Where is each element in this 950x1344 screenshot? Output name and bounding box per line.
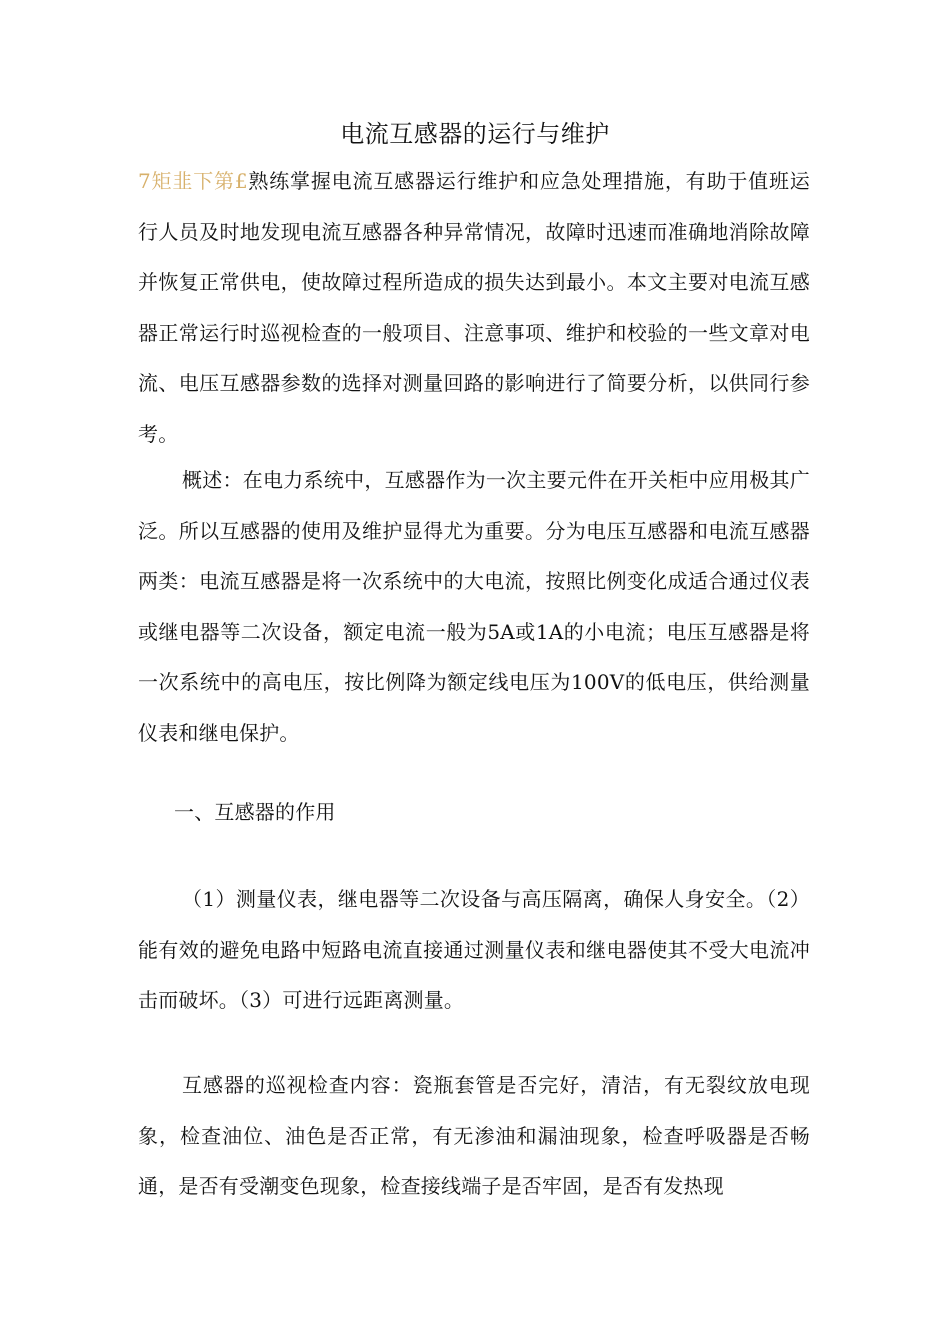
abstract-paragraph <box>138 156 810 459</box>
abstract-text: 熟练掌握电流互感器运行维护和应急处理措施，有助于值班运行人员及时地发现电流互感器各种异常情况，故障时迅速而准确地消除故障并恢复正常供电，使故障过程所造成的损失达到最小。本文主要对电流互感器正常运行时巡视检查的一般项目、注意事项、维护和校验的一些文章对电流、电压互感器参数的选择对测量回路的影响进行了简要分析，以供同行参考。 <box>138 169 810 446</box>
abstract-label: 7矩韭下第£ <box>138 169 248 193</box>
overview-paragraph: 概述：在电力系统中，互感器作为一次主要元件在开关柜中应用极其广泛。所以互感器的使用及维护显得尤为重要。分为电压互感器和电流互感器两类：电流互感器是将一次系统中的大电流，按照比例变化成适合通过仪表或继电器等二次设备，额定电流一般为5A或1A的小电流；电压互感器是将一次系统中的高电压，按比例降为额定线电压为100V的低电压，供给测量仪表和继电保护。 <box>138 468 810 745</box>
document-title: 电流互感器的运行与维护 <box>340 120 610 148</box>
section-heading-function: 一、互感器的作用 <box>174 800 336 824</box>
function-paragraph: （1）测量仪表，继电器等二次设备与高压隔离，确保人身安全。（2）能有效的避免电路中短路电流直接通过测量仪表和继电器使其不受大电流冲击而破坏。（3）可进行远距离测量。 <box>138 887 810 1012</box>
inspection-paragraph: 互感器的巡视检查内容：瓷瓶套管是否完好，清洁，有无裂纹放电现象，检查油位、油色是否正常，有无渗油和漏油现象，检查呼吸器是否畅通，是否有受潮变色现象，检查接线端子是否牢固，是否有发热现 <box>138 1073 810 1198</box>
